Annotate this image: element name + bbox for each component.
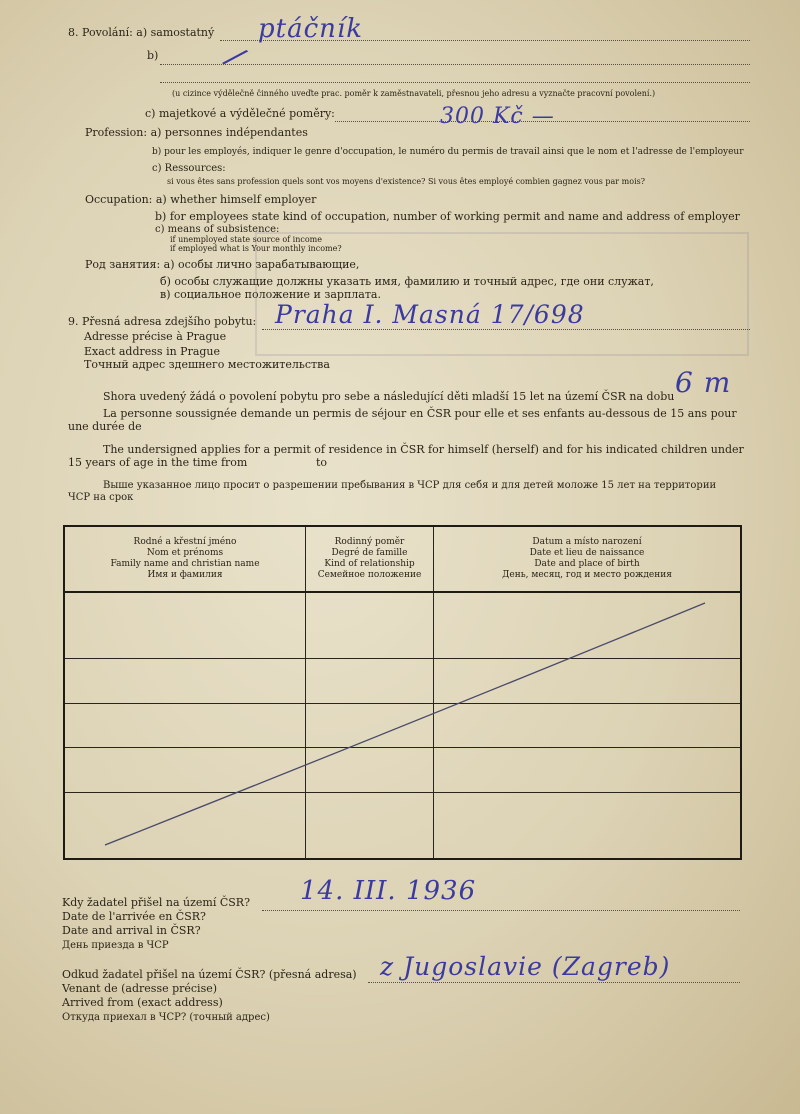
section8-note: (u cizince výdělečně činného uveďte prac. poměr k zaměstnavateli, přesnou jeho adresu a vyznačte pracovní povolení.) [172, 89, 656, 98]
section9-label: 9. Přesná adresa zdejšího pobytu: [68, 315, 257, 328]
occupation-en-b: b) for employees state kind of occupation, number of working permit and name and address of employer [155, 210, 740, 223]
children-table [63, 525, 742, 860]
section8-c-label: c) majetkové a výdělečné poměry: [145, 107, 335, 120]
occupation-ru-a: Род занятия: а) особы лично зарабатывающие, [85, 258, 360, 271]
origin-ru: Откуда приехал в ЧСР? (точный адрес) [62, 1012, 270, 1023]
arrival-ru: День приезда в ЧСР [62, 940, 169, 951]
occupation-en-c1: if unemployed state source of income [170, 235, 322, 244]
section9-ru: Точный адрес здешнего местожительства [84, 358, 330, 371]
arrival-en: Date and arrival in ČSR? [62, 924, 201, 937]
occupation-en-c2: if employed what is Your monthly income? [170, 244, 342, 253]
origin-en: Arrived from (exact address) [62, 996, 223, 1009]
request-fr1: La personne soussignée demande un permis de séjour en ČSR pour elle et ses enfants au-dessous de 15 ans pour [103, 407, 737, 420]
arrival-fr: Date de l'arrivée en ČSR? [62, 910, 206, 923]
table-row [64, 703, 741, 748]
employee-value: / [220, 39, 251, 76]
request-cz: Shora uvedený žádá o povolení pobytu pro sebe a následující děti mladší 15 let na území ČSR na dobu [103, 390, 675, 403]
request-en1: The undersigned applies for a permit of residence in ČSR for himself (herself) and for his indicated children under [103, 443, 744, 456]
origin-cz: Odkud žadatel přišel na území ČSR? (přesná adresa) [62, 968, 357, 981]
section8-label: 8. Povolání: a) samostatný [68, 26, 215, 39]
col-header-birth: Datum a místo narození Date et lieu de naissance Date and place of birth День, месяц, год и место рождения [434, 526, 742, 592]
occupation-ru-b: б) особы служащие должны указать имя, фамилию и точный адрес, где они служат, [160, 275, 654, 288]
arrival-cz: Kdy žadatel přišel na území ČSR? [62, 896, 250, 909]
section9-en: Exact address in Prague [84, 345, 221, 358]
income-value: 300 Kč — [440, 104, 555, 129]
profession-fr-b: b) pour les employés, indiquer le genre d'occupation, le numéro du permis de travail ainsi que le nom et l'adresse de l'employeur [152, 147, 744, 157]
origin-value: z Jugoslavie (Zagreb) [380, 952, 671, 981]
origin-fr: Venant de (adresse précise) [62, 982, 218, 995]
profession-fr-c: c) Ressources: [152, 163, 226, 174]
section9-fr: Adresse précise à Prague [84, 330, 227, 343]
occupation-value: ptáčník [258, 14, 363, 44]
col-header-relationship: Rodinný poměr Degré de famille Kind of relationship Семейное положение [306, 526, 434, 592]
occupation-en-c: c) means of subsistence: [155, 224, 280, 235]
profession-fr-c-detail: si vous êtes sans profession quels sont vos moyens d'existence? Si vous êtes employé combien gagnez vous par mois? [167, 177, 646, 186]
duration-value: 6 m [675, 366, 732, 399]
table-row [64, 748, 741, 793]
occupation-ru-c: в) социальное положение и зарплата. [160, 288, 381, 301]
arrival-value: 14. III. 1936 [300, 876, 477, 906]
profession-fr-a: Profession: a) personnes indépendantes [85, 126, 308, 139]
section8-b-label: b) [147, 49, 159, 62]
address-value: Praha I. Masná 17/698 [275, 300, 585, 329]
request-fr2: une durée de [68, 420, 142, 433]
table-row [64, 592, 741, 659]
request-en2: 15 years of age in the time from [68, 456, 248, 469]
occupation-en-a: Occupation: a) whether himself employer [85, 193, 317, 206]
request-ru2: ЧСР на срок [68, 492, 134, 503]
request-en2-to: to [316, 456, 328, 469]
request-ru1: Выше указанное лицо просит о разрешении пребывания в ЧСР для себя и для детей моложе 15 лет на территории [103, 480, 717, 491]
col-header-name: Rodné a křestní jméno Nom et prénoms Family name and christian name Имя и фамилия [64, 526, 306, 592]
table-row [64, 792, 741, 859]
table-row [64, 659, 741, 704]
